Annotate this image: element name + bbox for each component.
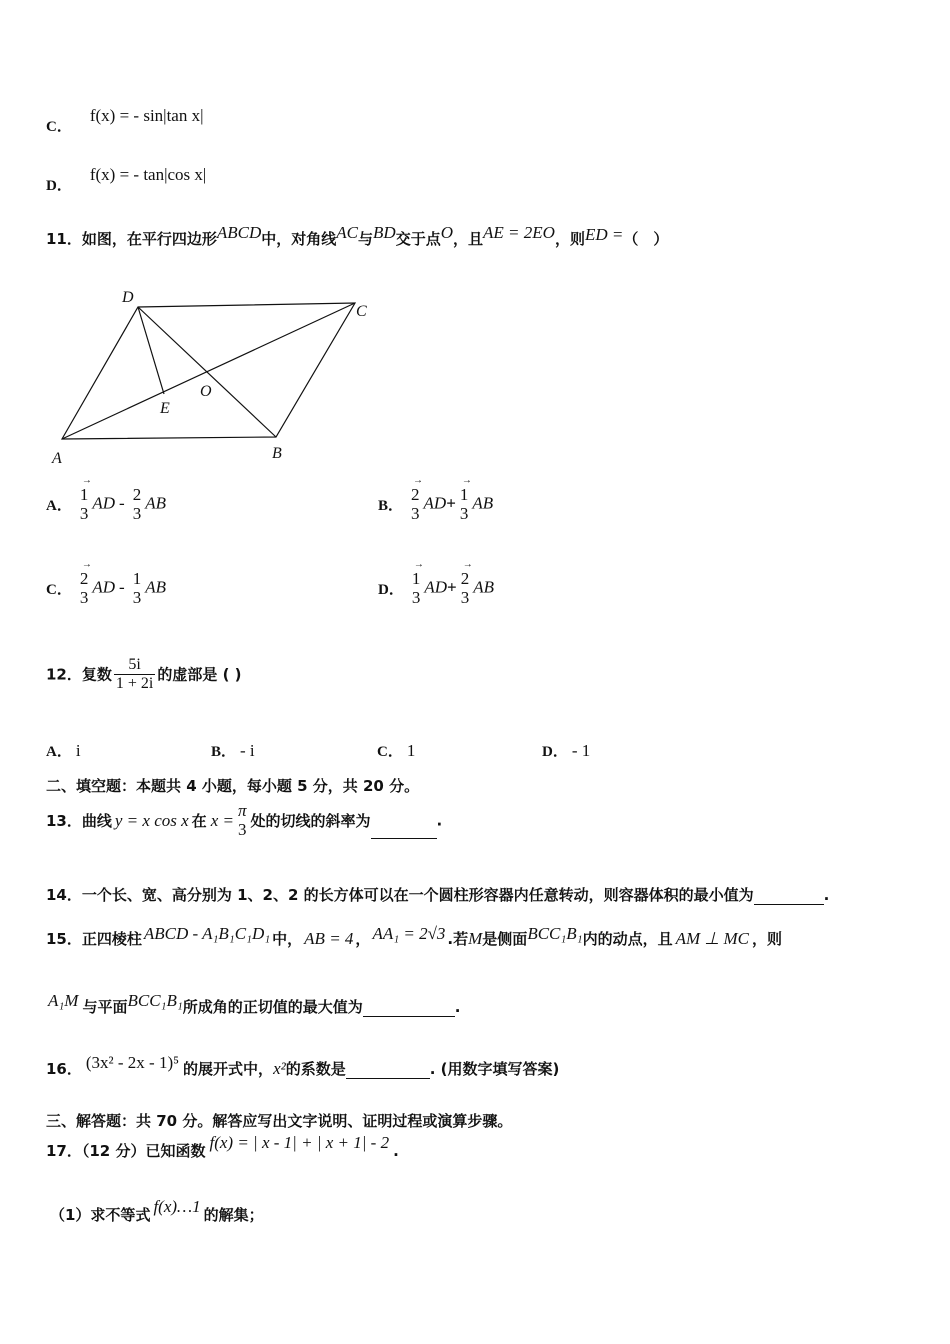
coef-den: 3: [132, 587, 142, 607]
stem-text: 在: [191, 812, 207, 831]
option-expr: f(x) = - sin|tan x|: [89, 106, 204, 125]
stem-text: .: [454, 998, 461, 1016]
math-o: O: [440, 223, 454, 242]
coef-den: 3: [459, 503, 469, 523]
stem-text: 的展开式中，: [183, 1060, 274, 1078]
option-label: C．: [377, 744, 403, 760]
option-label: C．: [46, 119, 72, 135]
stem-text: 中，: [272, 930, 303, 948]
coef-den: 3: [79, 503, 89, 523]
operator: +: [447, 577, 457, 597]
q17-stem: [46, 1133, 399, 1161]
math-condition: AE = 2EO: [483, 223, 555, 242]
stem-text: .若: [447, 930, 469, 948]
part-label: （1）求不等式: [50, 1206, 151, 1224]
label-b: B: [272, 445, 282, 462]
stem-text: .: [436, 811, 443, 830]
question-number: 15．: [46, 930, 82, 948]
q11-option-c: [46, 570, 166, 607]
vector-ad: AD: [92, 577, 116, 597]
stem-text: . (用数字填写答案): [429, 1060, 560, 1078]
parallelogram-figure: [40, 280, 380, 470]
answer-blank[interactable]: [363, 1000, 455, 1017]
math-face: BCC₁B₁: [127, 991, 183, 1010]
stem-text: 与: [358, 230, 374, 248]
stem-text: .: [393, 1142, 399, 1160]
stem-text: 处的切线的斜率为: [250, 812, 371, 831]
label-o: O: [200, 383, 212, 400]
section-title-fill-in: 二、填空题：本题共 4 小题，每小题 5 分，共 20 分。: [46, 777, 420, 795]
math-x-eq: x =: [210, 810, 234, 830]
q17-part1: [50, 1197, 264, 1225]
math-inequality: f(x)…1: [153, 1197, 201, 1216]
option-label: D．: [542, 744, 568, 760]
stem-text: 是侧面: [482, 930, 528, 948]
coef-num: → 1: [458, 486, 471, 505]
coef-num: → 1: [78, 486, 91, 505]
math-aa1: AA₁ = 2√3: [372, 924, 446, 943]
coef-num: 2: [132, 485, 142, 504]
option-value: - 1: [571, 741, 591, 760]
label-e: E: [160, 400, 170, 417]
math-perp: AM ⊥ MC: [675, 929, 749, 948]
fraction-denominator: 3: [237, 819, 247, 839]
option-label: D．: [46, 178, 72, 194]
answer-blank[interactable]: [371, 838, 437, 839]
question-number: 16．: [46, 1060, 82, 1078]
vector-ab: AB: [145, 493, 166, 513]
vector-ad: AD: [423, 493, 447, 513]
option-label: D．: [378, 582, 404, 599]
question-number: 13．: [46, 812, 82, 831]
stem-text: 如图，在平行四边形: [81, 230, 217, 248]
coef-num: → 2: [78, 570, 91, 589]
fraction-numerator: 5i: [128, 656, 141, 673]
answer-paren: （ ）: [623, 230, 669, 248]
stem-text: ，则: [554, 230, 585, 248]
q15-stem: [46, 924, 782, 949]
fraction-numerator: π: [237, 801, 247, 820]
q11-option-b: [378, 486, 493, 523]
math-target: ED =: [584, 225, 624, 244]
stem-text: 的系数是: [285, 1060, 346, 1078]
q12-option-d: [542, 740, 590, 761]
stem-text: 曲线: [81, 812, 112, 831]
math-ab: AB = 4: [304, 929, 354, 948]
vector-ad: AD: [92, 493, 116, 513]
math-term: x²: [273, 1059, 286, 1078]
label-d: D: [122, 289, 134, 306]
option-value: i: [75, 741, 81, 760]
q11-stem: [46, 223, 669, 249]
stem-text: 与平面: [82, 998, 128, 1016]
math-abcd: ABCD: [216, 223, 262, 242]
coef-den: 3: [132, 503, 142, 523]
stem-text: （12 分）已知函数: [81, 1142, 206, 1160]
vector-ab: AB: [145, 577, 166, 597]
question-number: 12．: [46, 665, 82, 684]
answer-blank[interactable]: [754, 888, 824, 905]
q12-stem: [46, 656, 242, 692]
vector-ab: AB: [473, 577, 494, 597]
option-label: B．: [211, 744, 237, 760]
label-a: A: [52, 450, 62, 467]
stem-text: ，且: [453, 230, 484, 248]
operator: -: [119, 577, 125, 597]
option-label: B．: [378, 498, 404, 515]
stem-text: ，则: [751, 930, 782, 948]
q12-option-b: [211, 740, 255, 761]
stem-text: 复数: [81, 665, 112, 684]
option-value: 1: [406, 741, 416, 760]
math-function: f(x) = | x - 1| + | x + 1| - 2: [209, 1133, 390, 1152]
vector-ab: AB: [472, 493, 494, 513]
stem-text: 正四棱柱: [81, 930, 142, 948]
stem-text: 的解集；: [203, 1206, 264, 1224]
coef-num: → 1: [410, 570, 423, 589]
option-expr: f(x) = - tan|cos x|: [89, 165, 207, 184]
stem-text: 所成角的正切值的最大值为: [182, 998, 363, 1016]
stem-text: .: [823, 886, 830, 904]
option-label: C．: [46, 582, 72, 599]
math-expression: (3x² - 2x - 1)⁵: [85, 1053, 180, 1072]
math-ac: AC: [336, 223, 359, 242]
question-number: 17．: [46, 1142, 82, 1160]
math-face: BCC₁B₁: [527, 924, 583, 943]
stem-text: 14．一个长、宽、高分别为 1、2、2 的长方体可以在一个圆柱形容器内任意转动，则容器体积的最小值为: [46, 886, 754, 904]
coef-num: → 2: [409, 486, 422, 505]
answer-blank[interactable]: [346, 1062, 430, 1079]
q11-option-d: [378, 570, 494, 607]
coef-den: 3: [79, 587, 89, 607]
math-curve: y = x cos x: [114, 810, 189, 830]
stem-text: 交于点: [395, 230, 441, 248]
coef-num: 1: [132, 569, 142, 588]
q14-stem: [46, 884, 829, 905]
section-title-solutions: 三、解答题：共 70 分。解答应写出文字说明、证明过程或演算步骤。: [46, 1112, 513, 1130]
q12-option-a: [46, 740, 81, 761]
q12-option-c: [377, 740, 415, 761]
q16-stem: [46, 1053, 560, 1079]
label-c: C: [356, 303, 367, 320]
operator: +: [446, 493, 456, 513]
math-m: M: [468, 929, 483, 948]
q10-option-c: [46, 106, 204, 136]
q15-line2: [48, 991, 461, 1017]
stem-text: 内的动点，且: [582, 930, 673, 948]
coef-num: → 2: [459, 570, 472, 589]
question-number: 11．: [46, 230, 82, 248]
math-a1m: A₁M: [48, 991, 79, 1010]
math-prism: ABCD - A₁B₁C₁D₁: [143, 924, 271, 943]
q10-option-d: [46, 165, 207, 195]
option-label: A．: [46, 744, 72, 760]
option-value: - i: [240, 741, 255, 760]
diagonal-ac: [62, 303, 355, 439]
operator: -: [119, 493, 125, 513]
stem-text: ，: [355, 930, 371, 948]
coef-den: 3: [411, 503, 420, 523]
vector-ad: AD: [424, 577, 448, 597]
diagonal-bd: [138, 307, 276, 437]
coef-den: 3: [411, 587, 421, 607]
option-label: A．: [46, 498, 72, 515]
stem-text: 的虚部是 ( ): [157, 665, 242, 684]
q13-stem: [46, 802, 442, 839]
coef-den: 3: [460, 587, 470, 607]
q11-option-a: [46, 486, 166, 523]
math-bd: BD: [373, 223, 396, 242]
fraction-denominator: 1 + 2i: [115, 674, 154, 692]
stem-text: 中，对角线: [261, 230, 337, 248]
